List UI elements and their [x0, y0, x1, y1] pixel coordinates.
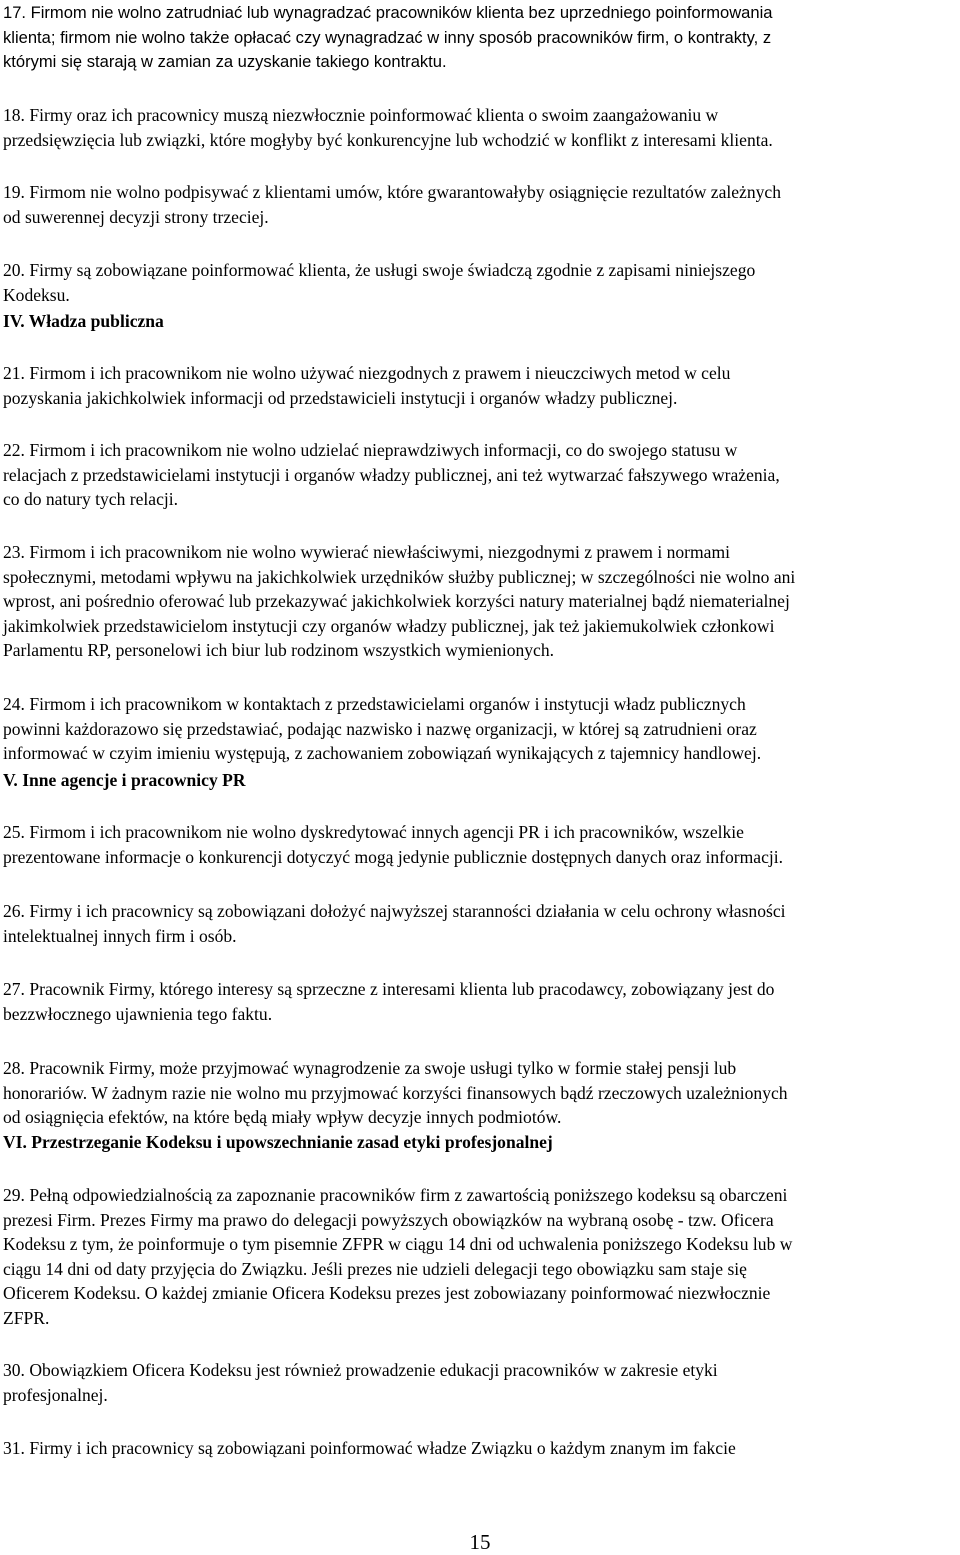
text-line: 19. Firmom nie wolno podpisywać z klientami umów, które gwarantowałyby osiągnięcie rezultatów zależnych [3, 182, 781, 202]
text-line: wprost, ani pośrednio oferować lub przekazywać jakichkolwiek korzyści natury materialnej bądź niematerialnej [3, 591, 790, 611]
text-line: pozyskania jakichkolwiek informacji od przedstawicieli instytucji i organów władzy publicznej. [3, 387, 678, 408]
text-line: informować w czyim imieniu występują, z zachowaniem zobowiązań wynikających z tajemnicy handlowej. [3, 743, 762, 763]
paragraph-17 [3, 1, 960, 75]
text-line: 28. Pracownik Firmy, może przyjmować wynagrodzenie za swoje usługi tylko w formie stałej pensji lub [3, 1058, 737, 1078]
section-heading-iv [3, 309, 960, 334]
section-heading-vi [3, 1130, 960, 1155]
text-line: 26. Firmy i ich pracownicy są zobowiązani dołożyć najwyższej staranności działania w celu ochrony własności [3, 901, 786, 921]
text-line: powinni każdorazowo się przedstawiać, podając nazwisko i nazwę organizacji, w której są zatrudnieni oraz [3, 718, 757, 739]
text-line: od osiągnięcia efektów, na które będą miały wpływ decyzje innych podmiotów. [3, 1107, 562, 1127]
page-number: 15 [469, 1530, 491, 1554]
paragraph-20 [3, 258, 960, 307]
text-line: relacjach z przedstawicielami instytucji i organów władzy publicznej, ani też wytwarzać fałszywego wrażenia, [3, 464, 780, 485]
text-line: Oficerem Kodeksu. O każdej zmianie Oficera Kodeksu prezes jest zobowiazany poinformować niezwłocznie [3, 1283, 771, 1303]
paragraph-22 [3, 438, 960, 512]
text-line: 31. Firmy i ich pracownicy są zobowiązani poinformować władze Związku o każdym znanym im fakcie [3, 1438, 736, 1458]
text-line: 25. Firmom i ich pracownikom nie wolno dyskredytować innych agencji PR i ich pracowników, wszelkie [3, 822, 744, 842]
heading-text: VI. Przestrzeganie Kodeksu i upowszechnianie zasad etyki profesjonalnej [3, 1132, 553, 1152]
text-line: bezzwłocznego ujawnienia tego faktu. [3, 1003, 273, 1024]
text-line: klienta; firmom nie wolno także opłacać czy wynagradzać w inny sposób pracowników firm, o kontrakty, z [3, 27, 772, 47]
text-line: 22. Firmom i ich pracownikom nie wolno udzielać nieprawdziwych informacji, co do swojego statusu w [3, 440, 738, 460]
text-line: społecznymi, metodami wpływu na jakichkolwiek urzędników służby publicznej; w szczególności nie wolno ani [3, 566, 796, 587]
text-line: jakimkolwiek przedstawicielom instytucji czy organów władzy publicznej, jak też jakiemukolwiek członkowi [3, 615, 775, 636]
paragraph-24 [3, 692, 960, 766]
paragraph-31 [3, 1436, 960, 1461]
text-line: intelektualnej innych firm i osób. [3, 925, 237, 946]
text-line: 30. Obowiązkiem Oficera Kodeksu jest również prowadzenie edukacji pracowników w zakresie etyki [3, 1360, 718, 1380]
paragraph-29 [3, 1183, 960, 1330]
paragraph-28 [3, 1056, 960, 1130]
text-line: 27. Pracownik Firmy, którego interesy są sprzeczne z interesami klienta lub pracodawcy, zobowiązany jest do [3, 979, 775, 999]
text-line: od suwerennej decyzji strony trzeciej. [3, 206, 269, 227]
heading-text: IV. Władza publiczna [3, 311, 164, 331]
paragraph-30 [3, 1358, 960, 1407]
text-line: 17. Firmom nie wolno zatrudniać lub wynagradzać pracowników klienta bez uprzedniego poinformowania [3, 3, 773, 22]
section-heading-v [3, 768, 960, 793]
paragraph-23 [3, 540, 960, 663]
text-line: którymi się starają w zamian za uzyskanie takiego kontraktu. [3, 52, 447, 71]
text-line: 20. Firmy są zobowiązane poinformować klienta, że usługi swoje świadczą zgodnie z zapisami niniejszego [3, 260, 756, 280]
text-line: 21. Firmom i ich pracownikom nie wolno używać niezgodnych z prawem i nieuczciwych metod w celu [3, 363, 731, 383]
paragraph-26 [3, 899, 960, 948]
text-line: 23. Firmom i ich pracownikom nie wolno wywierać niewłaściwymi, niezgodnymi z prawem i normami [3, 542, 730, 562]
paragraph-19 [3, 180, 960, 229]
paragraph-25 [3, 820, 960, 869]
text-line: profesjonalnej. [3, 1384, 108, 1405]
text-line: honorariów. W żadnym razie nie wolno mu przyjmować korzyści finansowych bądź rzeczowych uzależnionych [3, 1082, 788, 1103]
text-line: Kodeksu z tym, że poinformuje o tym pisemnie ZFPR w ciągu 14 dni od uchwalenia poniższego Kodeksu lub w [3, 1234, 793, 1254]
text-line: prezesi Firm. Prezes Firmy ma prawo do delegacji powyższych obowiązków na wybraną osobę - tzw. Oficera [3, 1209, 774, 1230]
text-line: 24. Firmom i ich pracownikom w kontaktach z przedstawicielami organów i instytucji władz publicznych [3, 694, 746, 714]
text-line: co do natury tych relacji. [3, 489, 179, 509]
text-line: Parlamentu RP, personelowi ich biur lub rodzinom wszystkich wymienionych. [3, 640, 555, 660]
text-line: 29. Pełną odpowiedzialnością za zapoznanie pracowników firm z zawartością poniższego kodeksu są obarczeni [3, 1185, 788, 1205]
text-line: 18. Firmy oraz ich pracownicy muszą niezwłocznie poinformować klienta o swoim zaangażowaniu w [3, 105, 719, 125]
text-line: ciągu 14 dni od daty przyjęcia do Związku. Jeśli prezes nie udzieli delegacji tego obowiązku sam staje się [3, 1258, 747, 1279]
text-line: prezentowane informacje o konkurencji dotyczyć mogą jedynie publicznie dostępnych danych oraz informacji. [3, 846, 784, 867]
paragraph-18 [3, 103, 960, 152]
heading-text: V. Inne agencje i pracownicy PR [3, 770, 246, 790]
text-line: ZFPR. [3, 1307, 50, 1328]
text-line: Kodeksu. [3, 284, 70, 305]
paragraph-27 [3, 977, 960, 1026]
text-line: przedsięwzięcia lub związki, które mogłyby być konkurencyjne lub wchodzić w konflikt z interesami klienta. [3, 129, 773, 150]
paragraph-21 [3, 361, 960, 410]
